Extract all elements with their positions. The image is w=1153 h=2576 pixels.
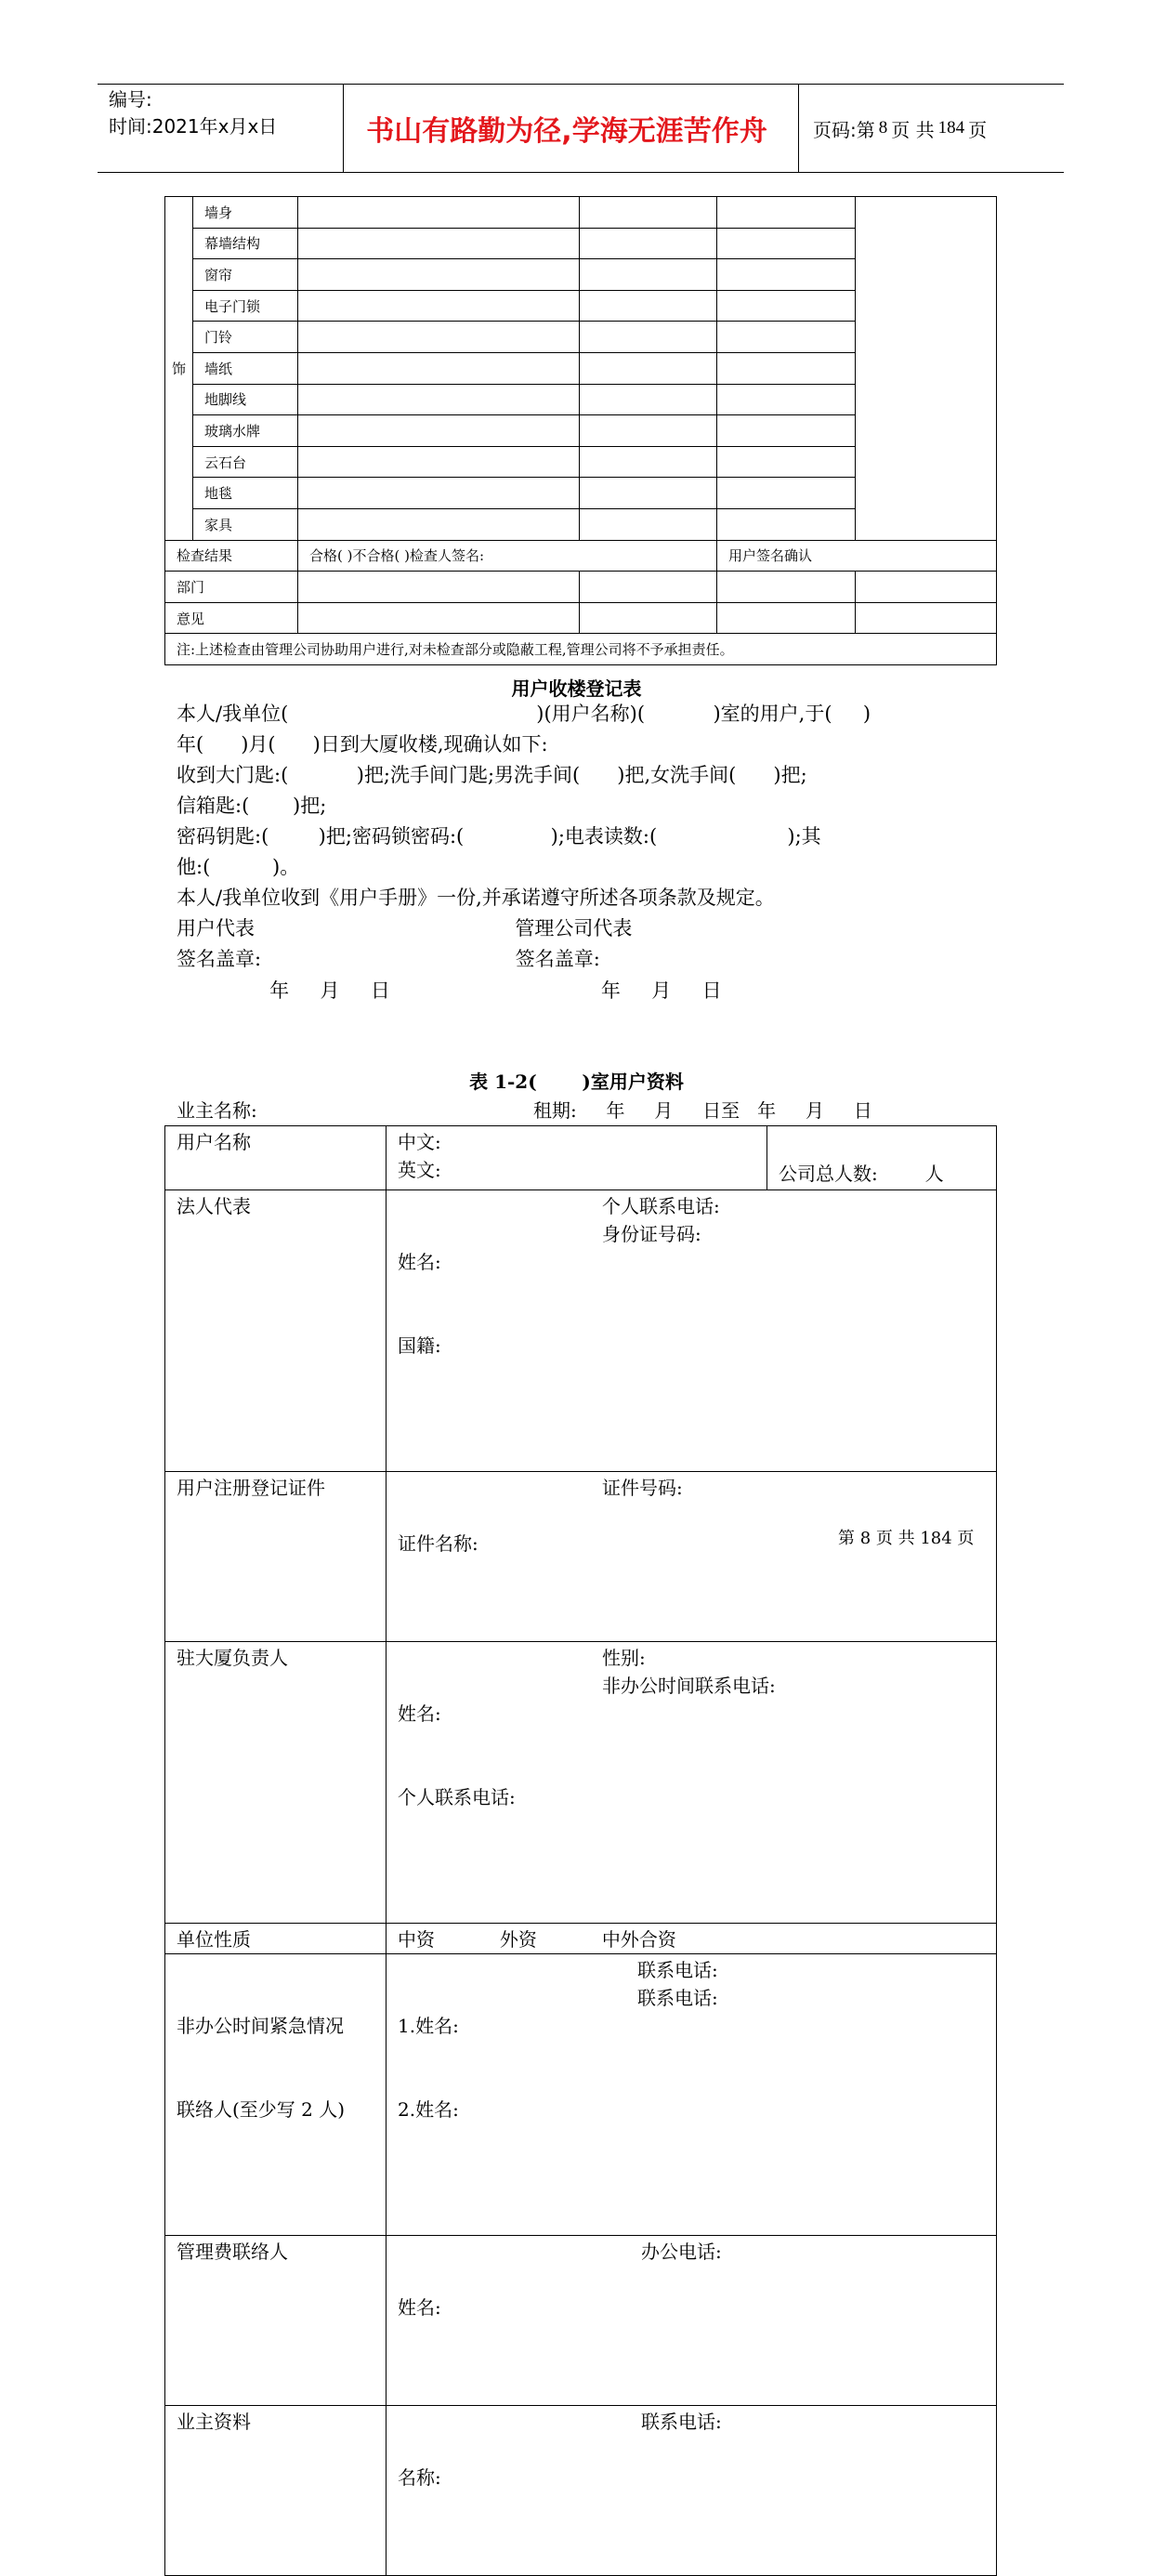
cell	[298, 415, 580, 447]
cert-number-label: 证件号码:	[602, 1477, 683, 1499]
table-row	[165, 197, 997, 229]
cell	[298, 290, 580, 322]
cell	[717, 602, 856, 634]
header-divider	[798, 85, 799, 172]
cell	[298, 572, 580, 603]
table-row	[165, 2406, 997, 2576]
table-row	[165, 1472, 997, 1642]
contact-phone-label: 联系电话:	[637, 1987, 718, 2009]
cell	[387, 1472, 997, 1642]
cell	[856, 602, 997, 634]
cell	[717, 228, 856, 259]
cell	[387, 1642, 997, 1924]
cell	[387, 1954, 997, 2236]
user-confirm: 用户签名确认	[717, 540, 997, 572]
unit-type-options: 中资 外资 中外合资	[387, 1924, 997, 1954]
owner-name-label: 业主名称:	[177, 1099, 257, 1122]
dept-label: 部门	[165, 572, 298, 603]
page-prefix: 页码:第	[813, 118, 875, 141]
after-hours-phone-label: 非办公时间联系电话:	[602, 1675, 776, 1697]
user-info-table	[164, 1125, 997, 2576]
cell	[580, 259, 717, 291]
row-label: 法人代表	[165, 1190, 387, 1472]
item-label: 地毯	[193, 478, 298, 509]
item-label: 电子门锁	[193, 290, 298, 322]
cell	[298, 478, 580, 509]
cell	[717, 478, 856, 509]
header-meta	[109, 86, 277, 140]
cell	[298, 228, 580, 259]
cell	[717, 415, 856, 447]
item-label: 墙纸	[193, 352, 298, 384]
en-label: 英文:	[398, 1159, 441, 1181]
registration-line: 密码钥匙:( )把;密码锁密码:( );电表读数:( );其	[177, 825, 821, 848]
result-text: 合格( )不合格( )检查人签名:	[298, 540, 717, 572]
cn-label: 中文:	[398, 1131, 441, 1153]
table-row	[165, 1126, 997, 1190]
registration-line: 本人/我单位( )(用户名称)( )室的用户,于( )	[177, 703, 871, 725]
staff-count: 公司总人数: 人	[767, 1126, 997, 1190]
number-label: 编号:	[109, 88, 152, 111]
name-label: 姓名:	[398, 2296, 441, 2319]
row-label: 单位性质	[165, 1924, 387, 1954]
table12-title: 表 1-2( )室用户资料	[469, 1071, 684, 1093]
cell	[298, 508, 580, 540]
cell	[580, 572, 717, 603]
table-row	[165, 1924, 997, 1954]
cell	[856, 197, 997, 541]
time-label: 时间:2021年x月x日	[109, 115, 278, 138]
note-row	[165, 634, 997, 665]
cell	[387, 2236, 997, 2406]
cell	[717, 197, 856, 229]
dept-row	[165, 572, 997, 603]
row-label: 用户名称	[165, 1126, 387, 1190]
item-label: 玻璃水牌	[193, 415, 298, 447]
page-total: 184	[937, 118, 965, 138]
registration-line: 签名盖章: 签名盖章:	[177, 948, 600, 970]
table-row	[165, 1190, 997, 1472]
item-label: 窗帘	[193, 259, 298, 291]
page-header	[98, 84, 1064, 173]
cell	[580, 602, 717, 634]
contact-phone-label: 联系电话:	[641, 2411, 722, 2433]
cell	[717, 384, 856, 415]
registration-line: 收到大门匙:( )把;洗手间门匙;男洗手间( )把,女洗手间( )把;	[177, 764, 807, 786]
name-label: 姓名:	[398, 1251, 441, 1273]
lease-term: 租期: 年 月 日至 年 月 日	[533, 1099, 872, 1122]
inspection-table	[164, 196, 997, 665]
opinion-row	[165, 602, 997, 634]
cell	[580, 384, 717, 415]
cell	[387, 1190, 997, 1472]
registration-title: 用户收楼登记表	[511, 677, 642, 700]
cell	[580, 197, 717, 229]
nationality-label: 国籍:	[398, 1334, 441, 1357]
item-label: 墙身	[193, 197, 298, 229]
emergency-label-1: 非办公时间紧急情况	[177, 2015, 344, 2037]
cell	[298, 322, 580, 353]
cell	[717, 259, 856, 291]
header-page-number	[813, 85, 987, 172]
registration-line: 信箱匙:( )把;	[177, 795, 327, 817]
table-row	[165, 2236, 997, 2406]
registration-date-line: 年 月 日 年 月 日	[177, 979, 722, 1002]
cell	[717, 572, 856, 603]
office-phone-label: 办公电话:	[641, 2241, 722, 2263]
cell	[717, 508, 856, 540]
table-row	[165, 1642, 997, 1924]
registration-line: 他:( )。	[177, 856, 300, 878]
cell	[387, 2406, 997, 2576]
page-mid: 页 共	[891, 118, 935, 141]
registration-line: 用户代表 管理公司代表	[177, 917, 633, 940]
cell	[717, 290, 856, 322]
cell	[580, 228, 717, 259]
page-footer: 第 8 页 共 184 页	[838, 1529, 975, 1548]
note-text: 注:上述检查由管理公司协助用户进行,对未检查部分或隐蔽工程,管理公司将不予承担责任。	[165, 634, 997, 665]
owner-name-field: 名称:	[398, 2466, 441, 2489]
name-label: 姓名:	[398, 1702, 441, 1725]
item-label: 地脚线	[193, 384, 298, 415]
registration-line: 本人/我单位收到《用户手册》一份,并承诺遵守所述各项条款及规定。	[177, 887, 775, 909]
row-label	[165, 1954, 387, 2236]
contact1-label: 1.姓名:	[398, 2015, 459, 2037]
personal-phone-label: 个人联系电话:	[398, 1786, 516, 1808]
item-label: 家具	[193, 508, 298, 540]
cell	[856, 572, 997, 603]
cell	[580, 290, 717, 322]
cell	[580, 478, 717, 509]
row-label: 驻大厦负责人	[165, 1642, 387, 1924]
row-label: 管理费联络人	[165, 2236, 387, 2406]
cell	[717, 352, 856, 384]
item-label: 门铃	[193, 322, 298, 353]
opinion-label: 意见	[165, 602, 298, 634]
category-cell: 饰	[165, 197, 193, 541]
row-label: 业主资料	[165, 2406, 387, 2576]
item-label: 云石台	[193, 446, 298, 478]
cell	[580, 352, 717, 384]
row-label: 用户注册登记证件	[165, 1472, 387, 1642]
registration-line: 年( )月( )日到大厦收楼,现确认如下:	[177, 733, 548, 756]
cell	[580, 322, 717, 353]
cert-name-label: 证件名称:	[398, 1532, 478, 1555]
cell	[580, 446, 717, 478]
cell	[298, 197, 580, 229]
page-num: 8	[878, 118, 888, 138]
cell	[298, 602, 580, 634]
personal-phone-label: 个人联系电话:	[602, 1195, 720, 1217]
cell	[298, 352, 580, 384]
gender-label: 性别:	[602, 1647, 646, 1669]
cell	[298, 446, 580, 478]
page-suffix: 页	[968, 118, 988, 141]
cell	[717, 322, 856, 353]
table-row	[165, 1954, 997, 2236]
cell	[580, 508, 717, 540]
cell	[387, 1126, 767, 1190]
cell	[298, 384, 580, 415]
header-motto: 书山有路勤为径,学海无涯苦作舟	[366, 115, 767, 148]
cell	[717, 446, 856, 478]
contact-phone-label: 联系电话:	[637, 1959, 718, 1981]
cell	[298, 259, 580, 291]
id-number-label: 身份证号码:	[602, 1223, 701, 1245]
contact2-label: 2.姓名:	[398, 2098, 459, 2121]
item-label: 幕墙结构	[193, 228, 298, 259]
emergency-label-2: 联络人(至少写 2 人)	[177, 2098, 346, 2121]
result-label: 检查结果	[165, 540, 298, 572]
result-row	[165, 540, 997, 572]
cell	[580, 415, 717, 447]
